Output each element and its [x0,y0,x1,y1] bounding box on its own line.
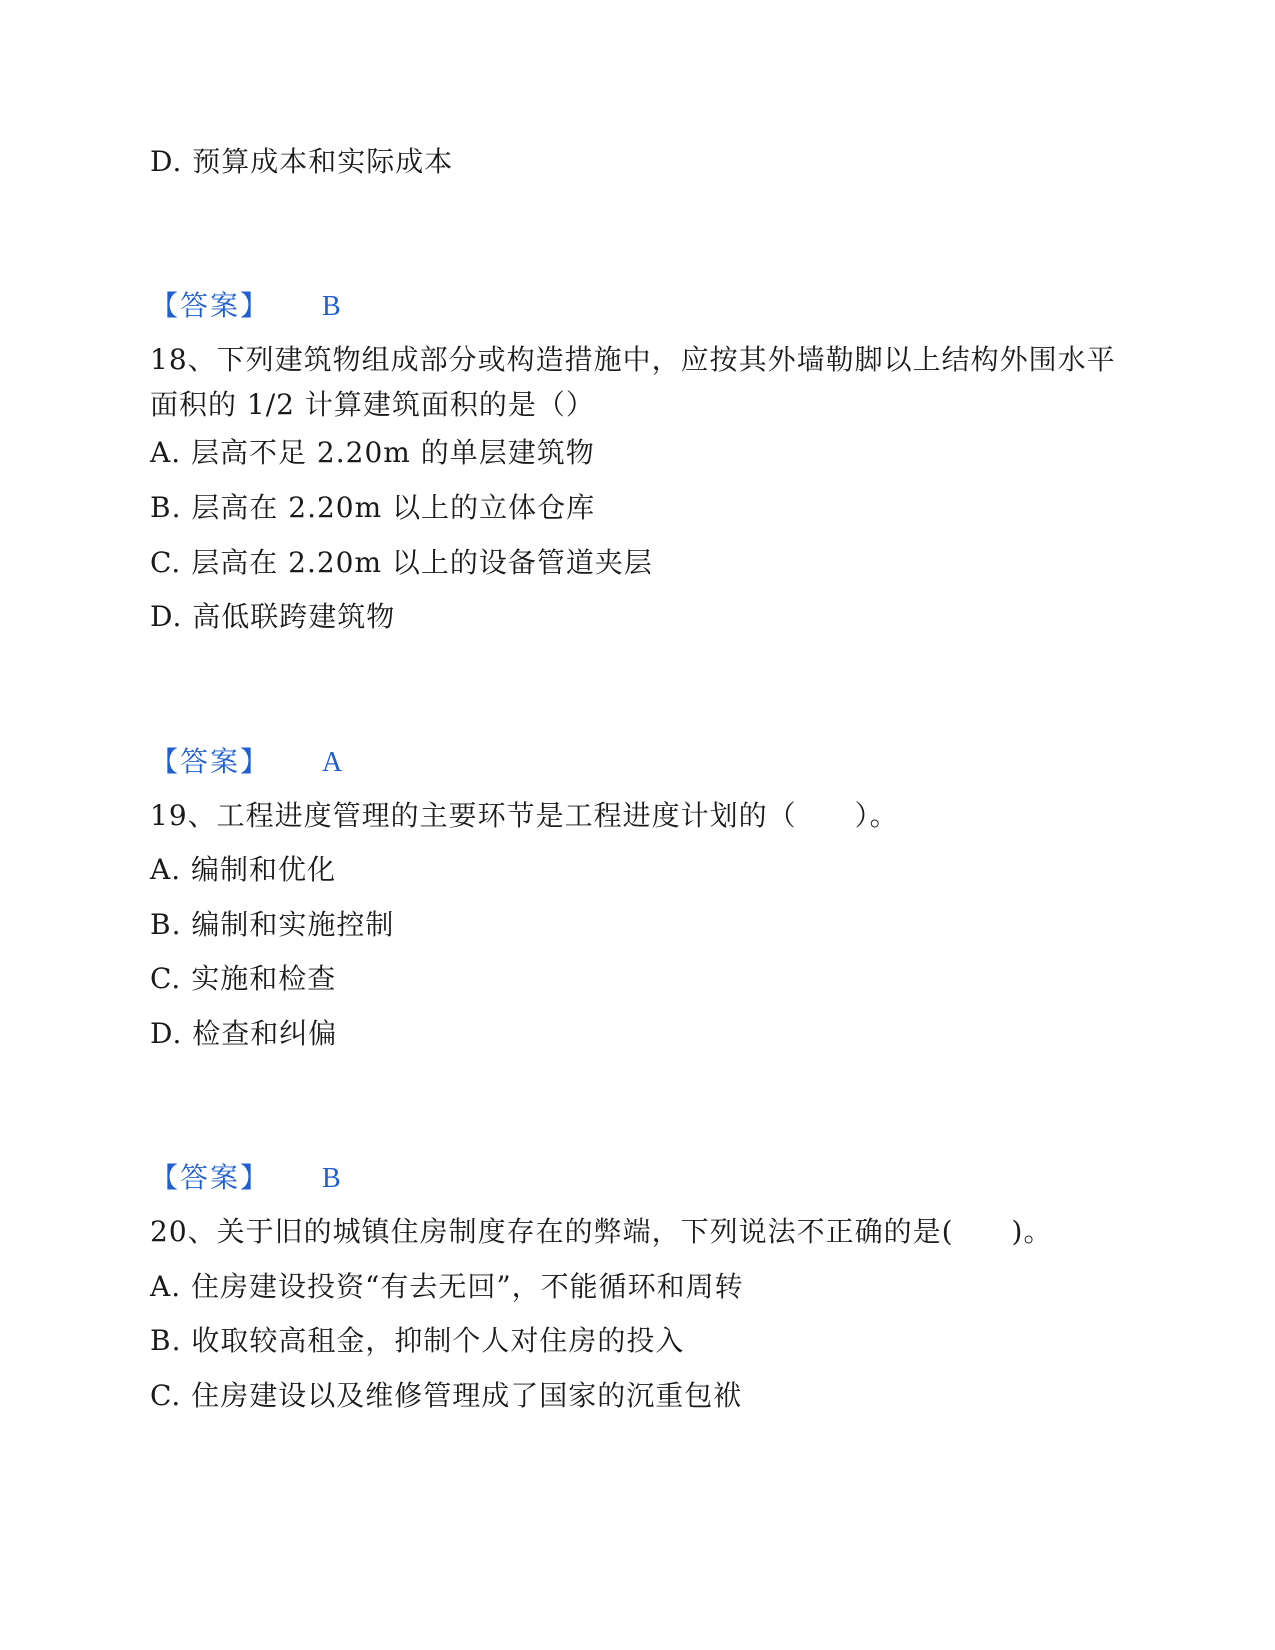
question-19-text: 19、工程进度管理的主要环节是工程进度计划的（ ）。 [150,799,899,832]
q19-option-b: B. 编制和实施控制 [150,908,395,941]
question-20-text: 20、关于旧的城镇住房制度存在的弊端，下列说法不正确的是( )。 [150,1215,1053,1248]
q20-option-c: C. 住房建设以及维修管理成了国家的沉重包袱 [150,1379,743,1412]
answer-label: 【答案】 [150,1161,271,1194]
q18-option-d: D. 高低联跨建筑物 [150,600,396,633]
answer-value: B [322,291,341,322]
q20-option-a: A. 住房建设投资“有去无回”，不能循环和周转 [150,1270,744,1303]
q18-option-b: B. 层高在 2.20m 以上的立体仓库 [150,491,596,524]
answer-label: 【答案】 [150,745,271,778]
question-18-text: 18、下列建筑物组成部分或构造措施中，应按其外墙勒脚以上结构外围水平面积的 1/2 计算建筑面积的是（） [150,343,1116,421]
answer-label: 【答案】 [150,289,271,322]
q19-option-d: D. 检查和纠偏 [150,1017,338,1050]
answer-line [150,286,341,327]
q18-option-c: C. 层高在 2.20m 以上的设备管道夹层 [150,546,653,579]
q19-option-a: A. 编制和优化 [150,853,337,886]
answer-line [150,1158,341,1199]
q18-option-a: A. 层高不足 2.20m 的单层建筑物 [150,436,595,469]
q19-option-c: C. 实施和检查 [150,962,337,995]
answer-line [150,742,342,783]
option-d: D. 预算成本和实际成本 [150,145,454,178]
answer-value: B [322,1163,341,1194]
answer-value: A [322,747,343,778]
q20-option-b: B. 收取较高租金，抑制个人对住房的投入 [150,1324,685,1357]
